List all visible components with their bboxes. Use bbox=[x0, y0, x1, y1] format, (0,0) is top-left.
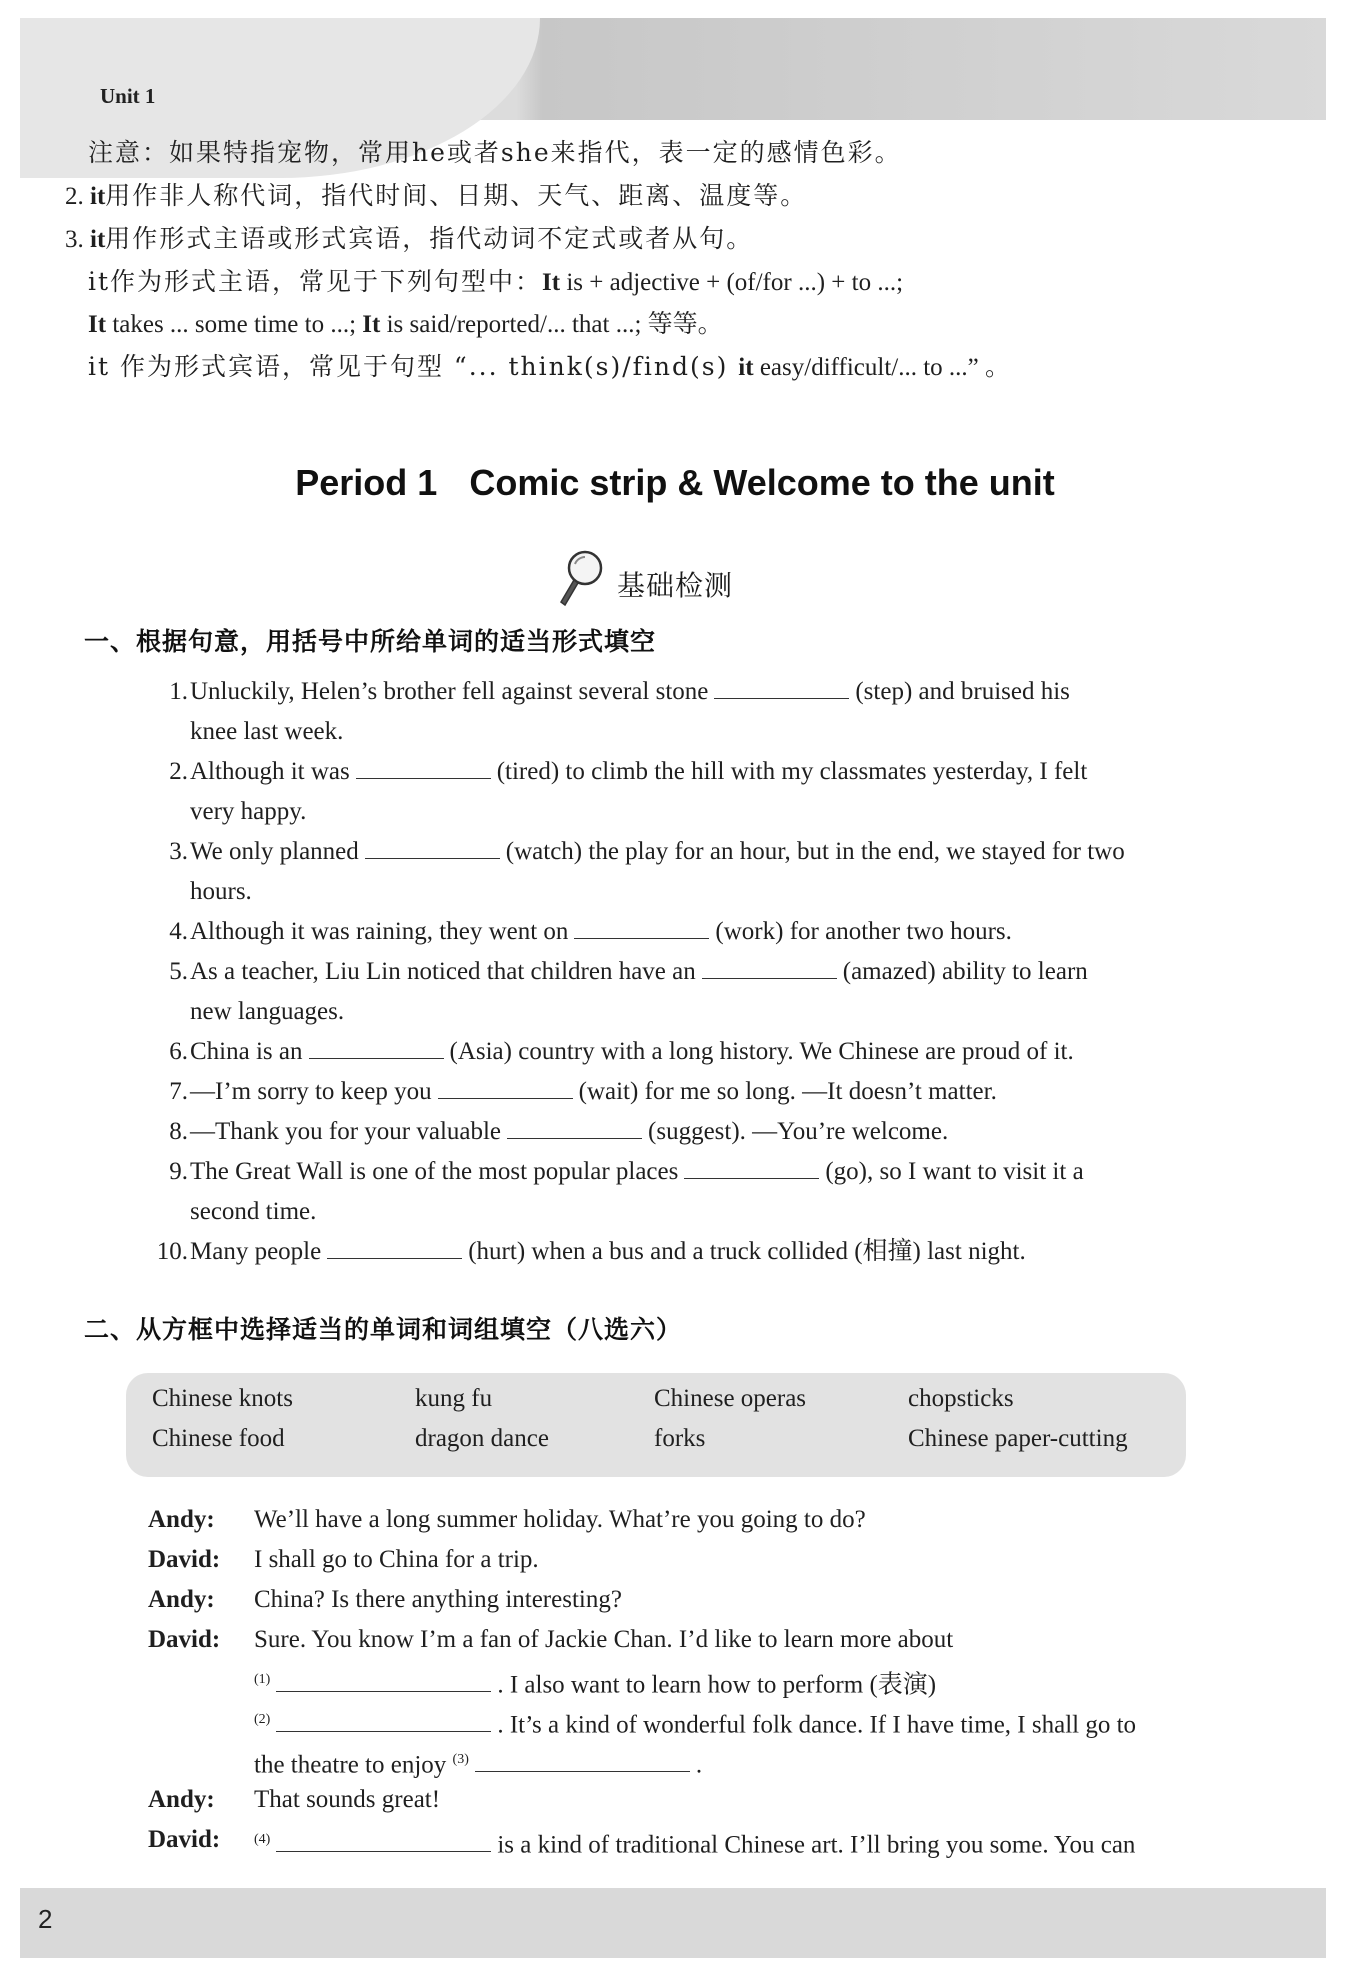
item-number: 9. bbox=[169, 1158, 188, 1185]
section1-heading: 一、根据句意，用括号中所给单词的适当形式填空 bbox=[84, 627, 657, 656]
blank-number: (3) bbox=[452, 1752, 469, 1767]
note-keyword: it bbox=[90, 226, 106, 253]
section2-heading: 二、从方框中选择适当的单词和词组填空（八选六） bbox=[84, 1315, 683, 1344]
item-text: (hurt) when a bus and a truck collided (相撞) last night. bbox=[468, 1238, 1026, 1265]
answer-blank[interactable] bbox=[309, 1034, 444, 1059]
exercise-item bbox=[150, 672, 1210, 752]
speech: We’ll have a long summer holiday. What’re you going to do? bbox=[254, 1506, 866, 1533]
speech bbox=[254, 1820, 1135, 1865]
speech: I shall go to China for a trip. bbox=[254, 1546, 539, 1573]
answer-blank[interactable] bbox=[574, 914, 709, 939]
item-continuation: very happy. bbox=[190, 798, 307, 825]
exercise-item bbox=[150, 1232, 1210, 1272]
exercise-item bbox=[150, 752, 1210, 832]
speech-text: the theatre to enjoy bbox=[254, 1751, 447, 1779]
item-continuation: knee last week. bbox=[190, 718, 344, 745]
dialogue-line bbox=[148, 1500, 1248, 1540]
item-number: 6. bbox=[169, 1038, 188, 1065]
answer-blank[interactable] bbox=[276, 1827, 491, 1852]
item-text: (amazed) ability to learn bbox=[842, 958, 1088, 985]
exercise-item bbox=[150, 1032, 1210, 1072]
item-number: 10. bbox=[156, 1238, 188, 1265]
item-text: Although it was raining, they went on bbox=[190, 918, 569, 945]
dialogue-line bbox=[148, 1740, 1248, 1780]
period-label: Period 1 bbox=[295, 462, 438, 503]
note-text: easy/difficult/... to ...” 。 bbox=[753, 354, 1011, 381]
unit-label: Unit 1 bbox=[100, 84, 156, 108]
blank-number: (4) bbox=[254, 1832, 271, 1847]
period-title bbox=[0, 462, 1350, 504]
item-text: —I’m sorry to keep you bbox=[190, 1078, 432, 1105]
item-text: Although it was bbox=[190, 758, 350, 785]
item-text: —Thank you for your valuable bbox=[190, 1118, 502, 1145]
item-continuation: new languages. bbox=[190, 998, 345, 1025]
note-number: 2. bbox=[65, 183, 84, 210]
item-text: The Great Wall is one of the most popular places bbox=[190, 1158, 679, 1185]
note-line bbox=[65, 175, 1265, 218]
note-keyword: it bbox=[90, 183, 106, 210]
answer-blank[interactable] bbox=[475, 1747, 690, 1772]
item-text: (Asia) country with a long history. We Chinese are proud of it. bbox=[449, 1038, 1074, 1065]
item-number: 4. bbox=[169, 918, 188, 945]
exercise-item bbox=[150, 912, 1210, 952]
item-text: (go), so I want to visit it a bbox=[825, 1158, 1084, 1185]
word-bank-box bbox=[126, 1373, 1186, 1477]
dialogue-line bbox=[148, 1820, 1248, 1860]
exercise-item bbox=[150, 1152, 1210, 1232]
speaker: David: bbox=[148, 1626, 221, 1653]
answer-blank[interactable] bbox=[327, 1234, 462, 1259]
item-text: We only planned bbox=[190, 838, 359, 865]
note-text: is + adjective + (of/for ...) + to ...; bbox=[560, 269, 904, 296]
speech bbox=[254, 1700, 1136, 1745]
dialogue-line bbox=[148, 1580, 1248, 1620]
item-text: (watch) the play for an hour, but in the end, we stayed for two bbox=[505, 838, 1125, 865]
note-text: it 作为形式宾语，常见于句型 “... think(s)/find(s) bbox=[88, 352, 739, 381]
item-continuation: hours. bbox=[190, 878, 252, 905]
note-line bbox=[65, 304, 1265, 346]
dialogue bbox=[148, 1500, 1248, 1860]
item-continuation: second time. bbox=[190, 1198, 317, 1225]
item-text: (work) for another two hours. bbox=[715, 918, 1012, 945]
speaker: Andy: bbox=[148, 1506, 215, 1533]
word-option: kung fu bbox=[415, 1385, 493, 1412]
word-option: Chinese operas bbox=[654, 1385, 807, 1412]
speech bbox=[254, 1740, 702, 1785]
exercise-item bbox=[150, 1112, 1210, 1152]
dialogue-line bbox=[148, 1540, 1248, 1580]
grammar-notes bbox=[65, 132, 1265, 389]
word-option: dragon dance bbox=[415, 1425, 549, 1452]
item-number: 8. bbox=[169, 1118, 188, 1145]
note-number: 3. bbox=[65, 226, 84, 253]
word-option: Chinese paper-cutting bbox=[908, 1425, 1128, 1452]
note-text: 注意：如果特指宠物，常用he或者she来指代，表一定的感情色彩。 bbox=[88, 138, 902, 167]
speech-text: . bbox=[695, 1751, 703, 1779]
exercise-item bbox=[150, 832, 1210, 912]
item-text: (tired) to climb the hill with my classmates yesterday, I felt bbox=[496, 758, 1088, 785]
item-text: (suggest). —You’re welcome. bbox=[648, 1118, 949, 1145]
badge-label: 基础检测 bbox=[617, 569, 734, 602]
dialogue-line bbox=[148, 1620, 1248, 1660]
note-line bbox=[65, 261, 1265, 304]
item-text: Unluckily, Helen’s brother fell against several stone bbox=[190, 678, 709, 705]
word-option: chopsticks bbox=[908, 1385, 1014, 1412]
speech: Sure. You know I’m a fan of Jackie Chan. I’d like to learn more about bbox=[254, 1626, 954, 1653]
dialogue-line bbox=[148, 1700, 1248, 1740]
item-number: 5. bbox=[169, 958, 188, 985]
note-keyword: it bbox=[738, 354, 754, 381]
note-keyword: It bbox=[362, 311, 381, 338]
note-text: 用作非人称代词，指代时间、日期、天气、距离、温度等。 bbox=[105, 181, 808, 210]
word-option: Chinese food bbox=[152, 1425, 285, 1452]
exercise-item bbox=[150, 1072, 1210, 1112]
item-text: (step) and bruised his bbox=[855, 678, 1070, 705]
speaker: Andy: bbox=[148, 1786, 215, 1813]
item-text: China is an bbox=[190, 1038, 303, 1065]
speaker: David: bbox=[148, 1826, 221, 1853]
answer-blank[interactable] bbox=[438, 1074, 573, 1099]
speech bbox=[254, 1660, 936, 1705]
word-option: Chinese knots bbox=[152, 1385, 293, 1412]
answer-blank[interactable] bbox=[507, 1114, 642, 1139]
footer-bar bbox=[20, 1888, 1326, 1958]
speaker: David: bbox=[148, 1546, 221, 1573]
item-text: Many people bbox=[190, 1238, 322, 1265]
item-number: 2. bbox=[169, 758, 188, 785]
magnifier-icon bbox=[555, 548, 611, 608]
answer-blank[interactable] bbox=[684, 1154, 819, 1179]
note-text: 用作形式主语或形式宾语，指代动词不定式或者从句。 bbox=[105, 224, 754, 253]
note-line bbox=[65, 346, 1265, 389]
answer-blank[interactable] bbox=[714, 674, 849, 699]
dialogue-line bbox=[148, 1660, 1248, 1700]
word-option: forks bbox=[654, 1425, 706, 1452]
period-subtitle: Comic strip & Welcome to the unit bbox=[469, 462, 1055, 503]
item-number: 1. bbox=[169, 678, 188, 705]
exercise-list bbox=[150, 672, 1210, 1272]
section-badge bbox=[555, 548, 815, 608]
item-text: (wait) for me so long. —It doesn’t matter. bbox=[578, 1078, 997, 1105]
note-line bbox=[65, 132, 1265, 175]
item-number: 3. bbox=[169, 838, 188, 865]
note-text: is said/reported/... that ...; 等等。 bbox=[380, 311, 723, 338]
item-number: 7. bbox=[169, 1078, 188, 1105]
answer-blank[interactable] bbox=[276, 1667, 491, 1692]
answer-blank[interactable] bbox=[365, 834, 500, 859]
speech-text: . It’s a kind of wonderful folk dance. If I have time, I shall go to bbox=[497, 1711, 1137, 1739]
speech: That sounds great! bbox=[254, 1786, 441, 1813]
answer-blank[interactable] bbox=[356, 754, 491, 779]
note-text: it作为形式主语，常见于下列句型中： bbox=[88, 267, 543, 296]
speech-text: . I also want to learn how to perform (表演) bbox=[497, 1671, 937, 1699]
answer-blank[interactable] bbox=[276, 1707, 491, 1732]
dialogue-line bbox=[148, 1780, 1248, 1820]
page-number: 2 bbox=[38, 1904, 53, 1934]
note-line bbox=[65, 218, 1265, 261]
blank-number: (2) bbox=[254, 1712, 271, 1727]
speech: China? Is there anything interesting? bbox=[254, 1586, 622, 1613]
speaker: Andy: bbox=[148, 1586, 215, 1613]
note-keyword: It bbox=[88, 311, 107, 338]
note-text: takes ... some time to ...; bbox=[106, 311, 363, 338]
blank-number: (1) bbox=[254, 1672, 271, 1687]
answer-blank[interactable] bbox=[702, 954, 837, 979]
note-keyword: It bbox=[542, 269, 561, 296]
speech-text: is a kind of traditional Chinese art. I’ll bring you some. You can bbox=[497, 1831, 1136, 1859]
exercise-item bbox=[150, 952, 1210, 1032]
item-text: As a teacher, Liu Lin noticed that children have an bbox=[190, 958, 696, 985]
